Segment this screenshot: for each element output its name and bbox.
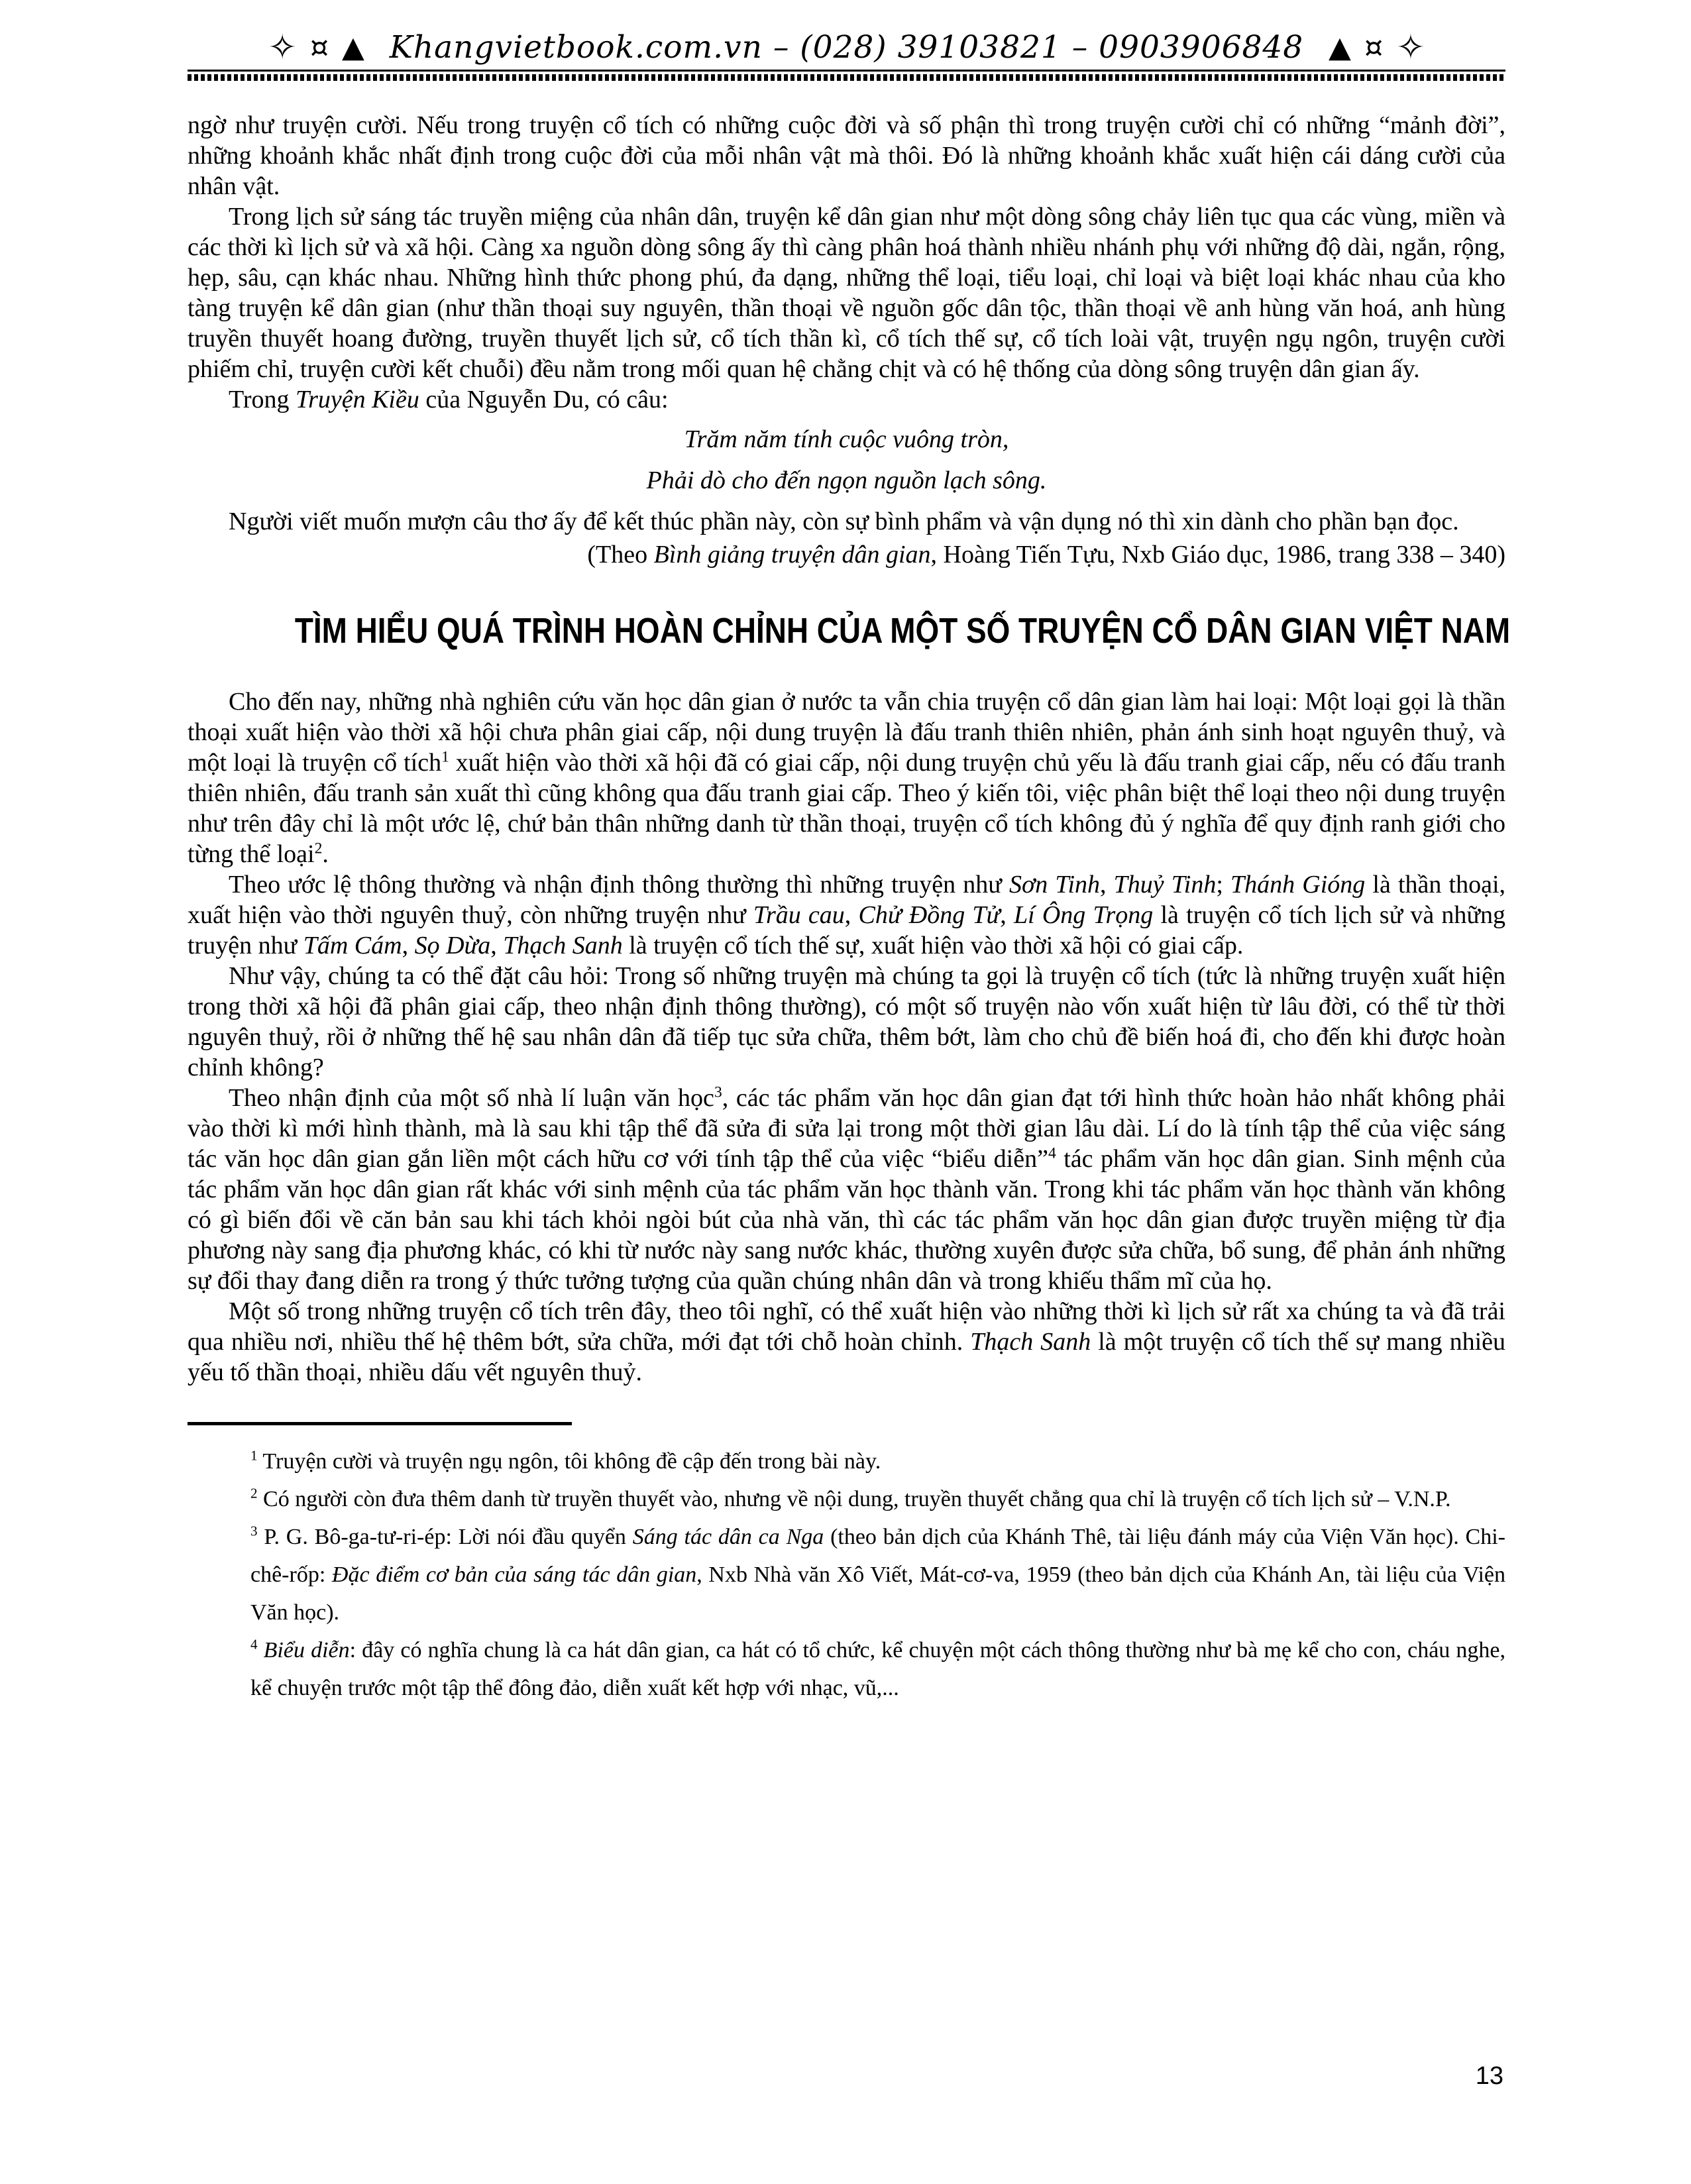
footnote-separator (188, 1422, 572, 1425)
concave-square-icon: ¤ (309, 30, 329, 65)
paragraph-truyen-kieu-lead: Trong Truyện Kiều của Nguyễn Du, có câu: (229, 386, 669, 414)
article-title (188, 611, 1511, 651)
verse-line-2: Phải dò cho đến ngọn nguồn lạch sông. (646, 466, 1047, 495)
article-paragraph-1: Cho đến nay, những nhà nghiên cứu văn học dân gian ở nước ta vẫn chia truyện cổ dân gian làm hai loại: Một loại gọi là thần thoại xuất hiện vào thời xã hội chưa phân giai cấp, nội dung truyện là đấu tranh thiên nhiên, phản ánh sinh hoạt nguyên thuỷ, và một loại là truyện cổ tích$^1$ xuất hiện vào thời xã hội đã có giai cấp, nội dung truyện chủ yếu là đấu tranh giai cấp, nếu có đấu tranh thiên nhiên, đấu tranh sản xuất thì cũng không qua đấu tranh giai cấp. Theo ý kiến tôi, việc phân biệt thể loại theo nội dung truyện như trên đây chỉ là một ước lệ, chứ bản thân những danh từ thần thoại, truyện cổ tích không đủ ý nghĩa để quy định ranh giới cho từng thể loại$^2$. (188, 688, 1505, 869)
paragraph-continuation: ngờ như truyện cười. Nếu trong truyện cổ tích có những cuộc đời và số phận thì trong truyện cười chỉ có những “mảnh đời”, những khoảnh khắc nhất định trong cuộc đời của mỗi nhân vật mà thôi. Đó là những khoảnh khắc xuất hiện cái dáng cười của nhân vật. (188, 111, 1505, 201)
triangle-icon: ▲ (1329, 30, 1352, 65)
header-rule (188, 70, 1505, 81)
concave-square-icon: ¤ (1364, 30, 1384, 65)
header-rule-solid-line (188, 70, 1505, 74)
page-header (188, 28, 1505, 68)
verse-quote (188, 424, 1505, 496)
paragraph-folk-river: Trong lịch sử sáng tác truyền miệng của nhân dân, truyện kể dân gian như một dòng sông chảy liên tục qua các vùng, miền và các thời kì lịch sử và xã hội. Càng xa nguồn dòng sông ấy thì càng phân hoá thành nhiều nhánh phụ với những độ dài, ngắn, rộng, hẹp, sâu, cạn khác nhau. Những hình thức phong phú, đa dạng, những thể loại, tiểu loại, chỉ loại và biệt loại khác nhau của kho tàng truyện kể dân gian (như thần thoại suy nguyên, thần thoại về nguồn gốc dân tộc, thần thoại về anh hùng văn hoá, anh hùng truyền thuyết hoang đường, truyền thuyết lịch sử, cổ tích thần kì, cổ tích thế sự, cổ tích loài vật, truyện ngụ ngôn, truyện cười phiếm chỉ, truyện cười kết chuỗi) đều nằm trong mối quan hệ chằng chịt và có hệ thống của dòng sông truyện dân gian ấy. (188, 203, 1505, 384)
footnote-3: $^3$ P. G. Bô-ga-tư-ri-ép: Lời nói đầu quyển Sáng tác dân ca Nga (theo bản dịch của Khánh Thê, tài liệu đánh máy của Viện Văn học). Chi-chê-rốp: Đặc điểm cơ bản của sáng tác dân gian, Nxb Nhà văn Xô Viết, Mát-cơ-va, 1959 (theo bản dịch của Khánh An, tài liệu của Viện Văn học). (250, 1523, 1505, 1625)
page-number: 13 (1475, 2062, 1503, 2090)
article-paragraph-3: Như vậy, chúng ta có thể đặt câu hỏi: Trong số những truyện mà chúng ta gọi là truyện cổ tích (tức là những truyện xuất hiện trong thời xã hội đã phân giai cấp, theo nhận định thông thường), có một số truyện nào vốn xuất hiện từ lâu đời, có thể từ thời nguyên thuỷ, rồi ở những thế hệ sau nhân dân đã tiếp tục sửa chữa, thêm bớt, làm cho chủ đề biến hoá đi, cho đến khi được hoàn chỉnh không? (188, 962, 1505, 1082)
article-paragraph-2: Theo ước lệ thông thường và nhận định thông thường thì những truyện như Sơn Tinh, Thuỷ Tinh; Thánh Gióng là thần thoại, xuất hiện vào thời nguyên thuỷ, còn những truyện như Trầu cau, Chử Đồng Tử, Lí Ông Trọng là truyện cổ tích lịch sử và những truyện như Tấm Cám, Sọ Dừa, Thạch Sanh là truyện cổ tích thế sự, xuất hiện vào thời xã hội có giai cấp. (188, 871, 1506, 960)
footnotes-section (188, 1422, 1505, 1707)
header-rule-dotted-line (188, 74, 1505, 81)
footnote-1: $^1$ Truyện cười và truyện ngụ ngôn, tôi không đề cập đến trong bài này. (250, 1447, 881, 1474)
paragraph-closing: Người viết muốn mượn câu thơ ấy để kết thúc phần này, còn sự bình phẩm và vận dụng nó thì xin dành cho phần bạn đọc. (229, 508, 1459, 536)
article-title-text: TÌM HIỂU QUÁ TRÌNH HOÀN CHỈNH CỦA MỘT SỐ TRUYỆN CỔ DÂN GIAN VIỆT NAM (294, 611, 1511, 651)
footnote-4: $^4$ Biểu diễn: đây có nghĩa chung là ca hát dân gian, ca hát có tổ chức, kể chuyện một cách thông thường như bà mẹ kể cho con, cháu nghe, kể chuyện trước một tập thể đông đảo, diễn xuất kết hợp với nhạc, vũ,... (250, 1636, 1506, 1701)
four-point-star-icon: ✧ (1396, 28, 1425, 68)
footnote-2: $^2$ Có người còn đưa thêm danh từ truyền thuyết vào, nhưng về nội dung, truyền thuyết chẳng qua chỉ là truyện cổ tích lịch sử – V.N.P. (250, 1485, 1451, 1512)
triangle-icon: ▲ (341, 30, 364, 65)
verse-line-1: Trăm năm tính cuộc vuông tròn, (684, 425, 1009, 454)
article-paragraph-4: Theo nhận định của một số nhà lí luận văn học$^3$, các tác phẩm văn học dân gian đạt tới hình thức hoàn hảo nhất không phải vào thời kì mới hình thành, mà là sau khi tập thể đã sửa đi sửa lại trong một thời gian lâu dài. Lí do là tính tập thể của việc sáng tác văn học dân gian gắn liền một cách hữu cơ với tính tập thể của việc “biểu diễn”$^4$ tác phẩm văn học dân gian. Sinh mệnh của tác phẩm văn học dân gian rất khác với sinh mệnh của tác phẩm văn học thành văn. Trong khi tác phẩm văn học thành văn không có gì biến đổi về căn bản sau khi tách khỏi ngòi bút của nhà văn, thì các tác phẩm văn học dân gian được truyền miệng từ địa phương này sang địa phương khác, có khi từ nước này sang nước khác, thường xuyên được sửa chữa, bổ sung, để phản ánh những sự đổi thay đang diễn ra trong ý thức tưởng tượng của quần chúng nhân dân và trong khiếu thẩm mĩ của họ. (188, 1083, 1505, 1295)
source-attribution: (Theo Bình giảng truyện dân gian, Hoàng Tiến Tựu, Nxb Giáo dục, 1986, trang 338 – 340) (587, 541, 1505, 569)
article-paragraph-5: Một số trong những truyện cổ tích trên đây, theo tôi nghĩ, có thể xuất hiện vào những thời kì lịch sử rất xa chúng ta và đã trải qua nhiều nơi, nhiều thế hệ thêm bớt, sửa chữa, mới đạt tới chỗ hoàn chỉnh. Thạch Sanh là một truyện cổ tích thế sự mang nhiều yếu tố thần thoại, nhiều dấu vết nguyên thuỷ. (188, 1297, 1506, 1387)
four-point-star-icon: ✧ (268, 28, 297, 68)
publisher-contact-line: Khangvietbook.com.vn – (028) 39103821 – 0903906848 (389, 29, 1304, 66)
